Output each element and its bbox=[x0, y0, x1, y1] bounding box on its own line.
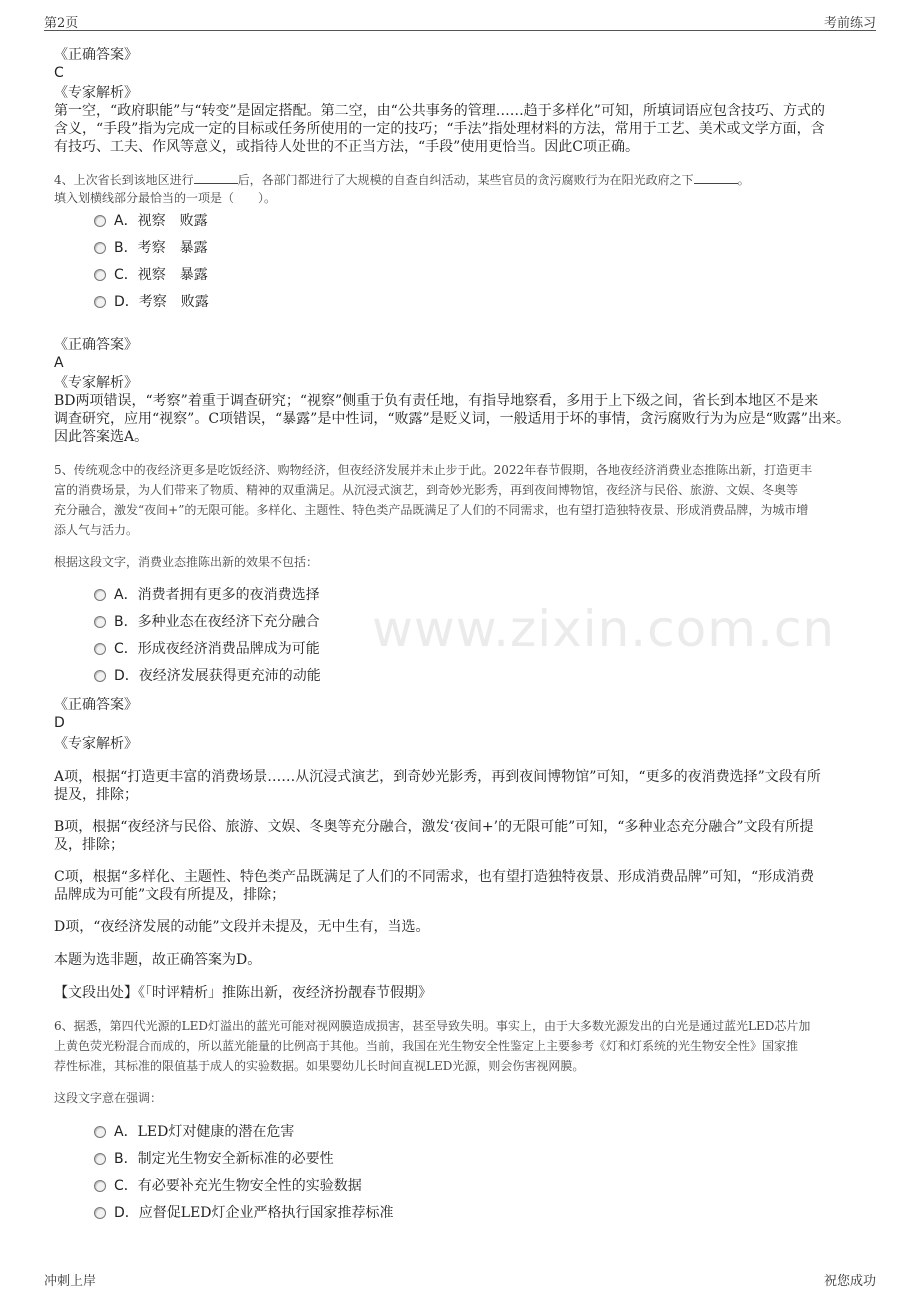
option-text: 视察 暴露 bbox=[137, 267, 208, 283]
option-label: B． bbox=[114, 240, 138, 256]
q4-analysis bbox=[54, 392, 870, 446]
analysis-line: 提及，排除； bbox=[54, 787, 138, 803]
q4-option-a[interactable] bbox=[94, 212, 208, 230]
radio-icon[interactable] bbox=[94, 1126, 106, 1138]
q4-option-d[interactable] bbox=[94, 293, 209, 311]
q5-source: 【文段出处】《「时评精析」推陈出新，夜经济扮靓春节假期》 bbox=[54, 985, 432, 1001]
radio-icon[interactable] bbox=[94, 1153, 106, 1165]
option-text: 夜经济发展获得更充沛的动能 bbox=[138, 668, 321, 684]
q5-conclusion: 本题为选非题，故正确答案为D。 bbox=[54, 952, 262, 968]
option-text: LED灯对健康的潜在危害 bbox=[137, 1124, 295, 1140]
q4-option-b[interactable] bbox=[94, 239, 208, 257]
analysis-line: 第一空，“政府职能”与“转变”是固定搭配。第二空，由“公共事务的管理……趋于多样化”可知，所填词语应包含技巧、方式的 bbox=[54, 103, 825, 119]
radio-icon[interactable] bbox=[94, 589, 106, 601]
option-text: 制定光生物安全新标准的必要性 bbox=[137, 1151, 334, 1167]
analysis-line: 及，排除； bbox=[54, 837, 124, 853]
analysis-line: 有技巧、工夫、作风等意义，或指待人处世的不正当方法，“手段”使用更恰当。因此C项正确。 bbox=[54, 139, 640, 155]
q4-analysis-label: 《专家解析》 bbox=[54, 375, 138, 391]
option-text: 考察 败露 bbox=[138, 294, 209, 310]
q3-answer-label: 《正确答案》 bbox=[54, 47, 138, 63]
q5-question: 根据这段文字，消费业态推陈出新的效果不包括： bbox=[54, 555, 319, 569]
analysis-line: 因此答案选A。 bbox=[54, 429, 149, 445]
option-text: 有必要补充光生物安全性的实验数据 bbox=[137, 1178, 362, 1194]
q5-answer-label: 《正确答案》 bbox=[54, 697, 138, 713]
option-label: A． bbox=[114, 1124, 138, 1140]
q3-answer: C bbox=[54, 65, 64, 81]
q3-analysis-label: 《专家解析》 bbox=[54, 85, 138, 101]
option-label: D． bbox=[114, 1205, 139, 1221]
q5-stem bbox=[54, 460, 870, 540]
page-number: 第2页 bbox=[44, 16, 79, 31]
page-header bbox=[44, 10, 876, 31]
analysis-line: C项，根据“多样化、主题性、特色类产品既满足了人们的不同需求，也有望打造独特夜景、形成消费品牌”可知，“形成消费 bbox=[54, 869, 815, 885]
q6-option-c[interactable] bbox=[94, 1177, 362, 1195]
option-label: D． bbox=[114, 668, 139, 684]
option-label: C． bbox=[114, 1178, 138, 1194]
radio-icon[interactable] bbox=[94, 1207, 106, 1219]
q3-analysis bbox=[54, 102, 870, 156]
footer-right-text: 祝您成功 bbox=[823, 1274, 876, 1289]
q4-prompt: 填入划横线部分最恰当的一项是（ ）。 bbox=[54, 191, 277, 205]
stem-line: 荐性标准，其标准的限值基于成人的实验数据。如果婴幼儿长时间直视LED光源，则会伤害视网膜。 bbox=[54, 1059, 585, 1073]
q5-analysis-c bbox=[54, 868, 870, 904]
stem-part: 上次省长到该地区进行 bbox=[73, 173, 194, 187]
stem-line: 富的消费场景，为人们带来了物质、精神的双重满足。从沉浸式演艺，到奇妙光影秀，再到夜间博物馆，夜经济与民俗、旅游、文娱、冬奥等 bbox=[54, 483, 799, 497]
stem-line: 添人气与活力。 bbox=[54, 523, 139, 537]
option-text: 考察 暴露 bbox=[137, 240, 208, 256]
q4-stem bbox=[54, 170, 870, 190]
option-label: C． bbox=[114, 267, 138, 283]
q4-option-c[interactable] bbox=[94, 266, 208, 284]
option-label: A． bbox=[114, 587, 138, 603]
analysis-line: A项，根据“打造更丰富的消费场景……从沉浸式演艺，到奇妙光影秀，再到夜间博物馆”可知，“更多的夜消费选择”文段有所 bbox=[54, 769, 821, 785]
stem-line: 上黄色荧光粉混合而成的，所以蓝光能量的比例高于其他。当前，我国在光生物安全性鉴定上主要参考《灯和灯系统的光生物安全性》国家推 bbox=[54, 1039, 799, 1053]
option-label: D． bbox=[114, 294, 139, 310]
radio-icon[interactable] bbox=[94, 616, 106, 628]
q5-option-d[interactable] bbox=[94, 667, 321, 685]
analysis-line: BD两项错误，“考察”着重于调查研究；“视察”侧重于负有责任地，有指导地察看，多用于上下级之间，省长到本地区不是来 bbox=[54, 393, 819, 409]
radio-icon[interactable] bbox=[94, 1180, 106, 1192]
q4-answer-label: 《正确答案》 bbox=[54, 337, 138, 353]
header-title: 考前练习 bbox=[823, 16, 876, 31]
stem-line: 5、传统观念中的夜经济更多是吃饭经济、购物经济，但夜经济发展并未止步于此。2022年春节假期，各地夜经济消费业态推陈出新，打造更丰 bbox=[54, 463, 813, 477]
analysis-line: 调查研究，应用“视察”。C项错误，“暴露”是中性词，“败露”是贬义词，一般适用于坏的事情，贪污腐败行为为应是“败露”出来。 bbox=[54, 411, 850, 427]
radio-icon[interactable] bbox=[94, 215, 106, 227]
radio-icon[interactable] bbox=[94, 242, 106, 254]
page-footer bbox=[44, 1270, 876, 1290]
analysis-line: 含义，“手段”指为完成一定的目标或任务所使用的一定的技巧；“手法”指处理材料的方法，常用于工艺、美术或文学方面，含 bbox=[54, 121, 825, 137]
q5-analysis-label: 《专家解析》 bbox=[54, 736, 138, 752]
q4-answer: A bbox=[54, 355, 64, 371]
option-text: 应督促LED灯企业严格执行国家推荐标准 bbox=[138, 1205, 394, 1221]
analysis-line: 品牌成为可能”文段有所提及，排除； bbox=[54, 887, 286, 903]
q6-stem bbox=[54, 1016, 870, 1076]
option-text: 多种业态在夜经济下充分融合 bbox=[137, 614, 320, 630]
radio-icon[interactable] bbox=[94, 296, 106, 308]
fill-blank bbox=[694, 171, 738, 184]
q6-option-a[interactable] bbox=[94, 1123, 294, 1141]
stem-part: 后，各部门都进行了大规模的自查自纠活动，某些官员的贪污腐败行为在阳光政府之下 bbox=[237, 173, 694, 187]
radio-icon[interactable] bbox=[94, 670, 106, 682]
stem-line: 6、据悉，第四代光源的LED灯溢出的蓝光可能对视网膜造成损害，甚至导致失明。事实上，由于大多数光源发出的白光是通过蓝光LED芯片加 bbox=[54, 1019, 811, 1033]
option-label: A． bbox=[114, 213, 138, 229]
radio-icon[interactable] bbox=[94, 643, 106, 655]
option-text: 形成夜经济消费品牌成为可能 bbox=[137, 641, 320, 657]
watermark: www.zixin.com.cn bbox=[372, 600, 836, 658]
stem-line: 充分融合，激发“夜间+”的无限可能。多样化、主题性、特色类产品既满足了人们的不同需求，也有望打造独特夜景、形成消费品牌，为城市增 bbox=[54, 503, 809, 517]
option-label: B． bbox=[114, 614, 138, 630]
option-text: 消费者拥有更多的夜消费选择 bbox=[137, 587, 320, 603]
q5-option-b[interactable] bbox=[94, 613, 320, 631]
q5-analysis-a bbox=[54, 768, 870, 804]
option-text: 视察 败露 bbox=[137, 213, 208, 229]
fill-blank bbox=[194, 171, 238, 184]
q6-option-d[interactable] bbox=[94, 1204, 394, 1222]
question-number: 4、 bbox=[54, 173, 74, 187]
analysis-line: B项，根据“夜经济与民俗、旅游、文娱、冬奥等充分融合，激发‘夜间+’的无限可能”可知，“多种业态充分融合”文段有所提 bbox=[54, 819, 814, 835]
q6-option-b[interactable] bbox=[94, 1150, 334, 1168]
q5-analysis-b bbox=[54, 818, 870, 854]
q5-answer: D bbox=[54, 715, 65, 731]
q5-analysis-d: D项，“夜经济发展的动能”文段并未提及，无中生有，当选。 bbox=[54, 919, 430, 935]
stem-part: 。 bbox=[737, 173, 750, 187]
option-label: B． bbox=[114, 1151, 138, 1167]
option-label: C． bbox=[114, 641, 138, 657]
radio-icon[interactable] bbox=[94, 269, 106, 281]
q5-option-c[interactable] bbox=[94, 640, 320, 658]
q5-option-a[interactable] bbox=[94, 586, 320, 604]
footer-left-text: 冲刺上岸 bbox=[44, 1274, 97, 1289]
q6-question: 这段文字意在强调： bbox=[54, 1091, 163, 1105]
